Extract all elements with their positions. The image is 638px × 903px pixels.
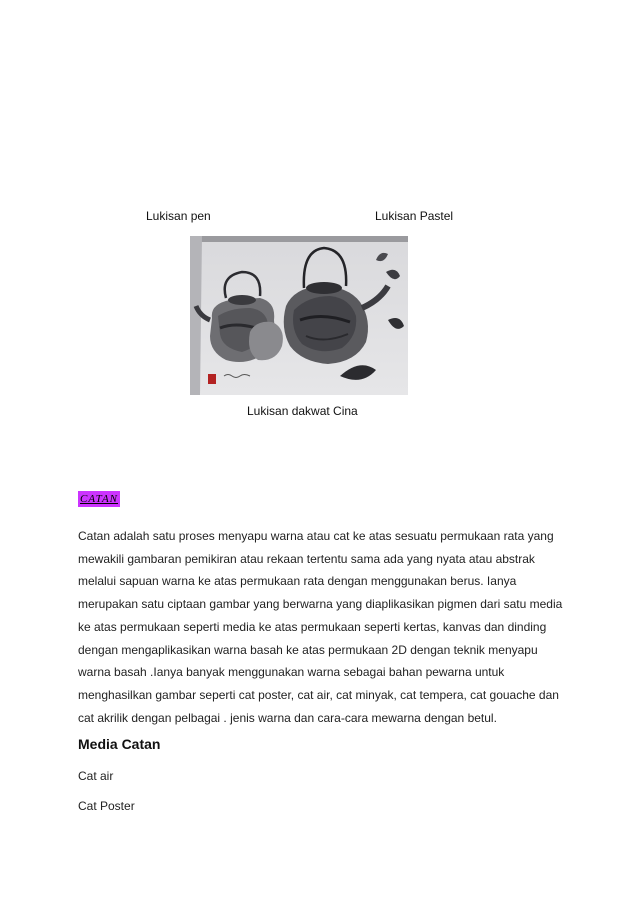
paragraph-line: menghasilkan gambar seperti cat poster, cat air, cat minyak, cat tempera, cat gouache dan [78,687,559,702]
paragraph-line: mewakili gambaran pemikiran atau rekaan tertentu sama ada yang nyata atau abstrak [78,551,535,566]
media-item-cat-air: Cat air [78,769,114,783]
catan-paragraph [78,525,578,729]
caption-lukisan-dakwat-cina: Lukisan dakwat Cina [247,404,358,418]
media-item-cat-poster: Cat Poster [78,799,135,813]
chinese-ink-painting-image [190,236,408,395]
media-catan-heading: Media Catan [78,736,161,752]
caption-lukisan-pastel: Lukisan Pastel [375,209,454,223]
paragraph-line: dengan mengaplikasikan warna basah ke atas permukaan 2D dengan teknik menyapu [78,642,538,657]
caption-lukisan-pen: Lukisan pen [146,209,211,223]
paragraph-line: melalui sapuan warna ke atas permukaan rata dengan menggunakan berus. Ianya [78,574,517,589]
paragraph-line: ke atas permukaan seperti media ke atas permukaan seperti kertas, kanvas dan dinding [78,619,547,634]
paragraph-line: cat akrilik dengan pelbagai . jenis warna dan cara-cara mewarna dengan betul. [78,710,497,725]
paragraph-line: Catan adalah satu proses menyapu warna atau cat ke atas sesuatu permukaan rata yang [78,529,554,543]
paragraph-line: merupakan satu ciptaan gambar yang berwarna yang diaplikasikan pigmen dari satu media [78,597,563,612]
section-heading-catan: CATAN [80,493,119,505]
teapot-ink-painting [190,236,408,395]
paragraph-line: warna basah .Ianya banyak menggunakan warna sebagai bahan pewarna untuk [78,665,505,680]
